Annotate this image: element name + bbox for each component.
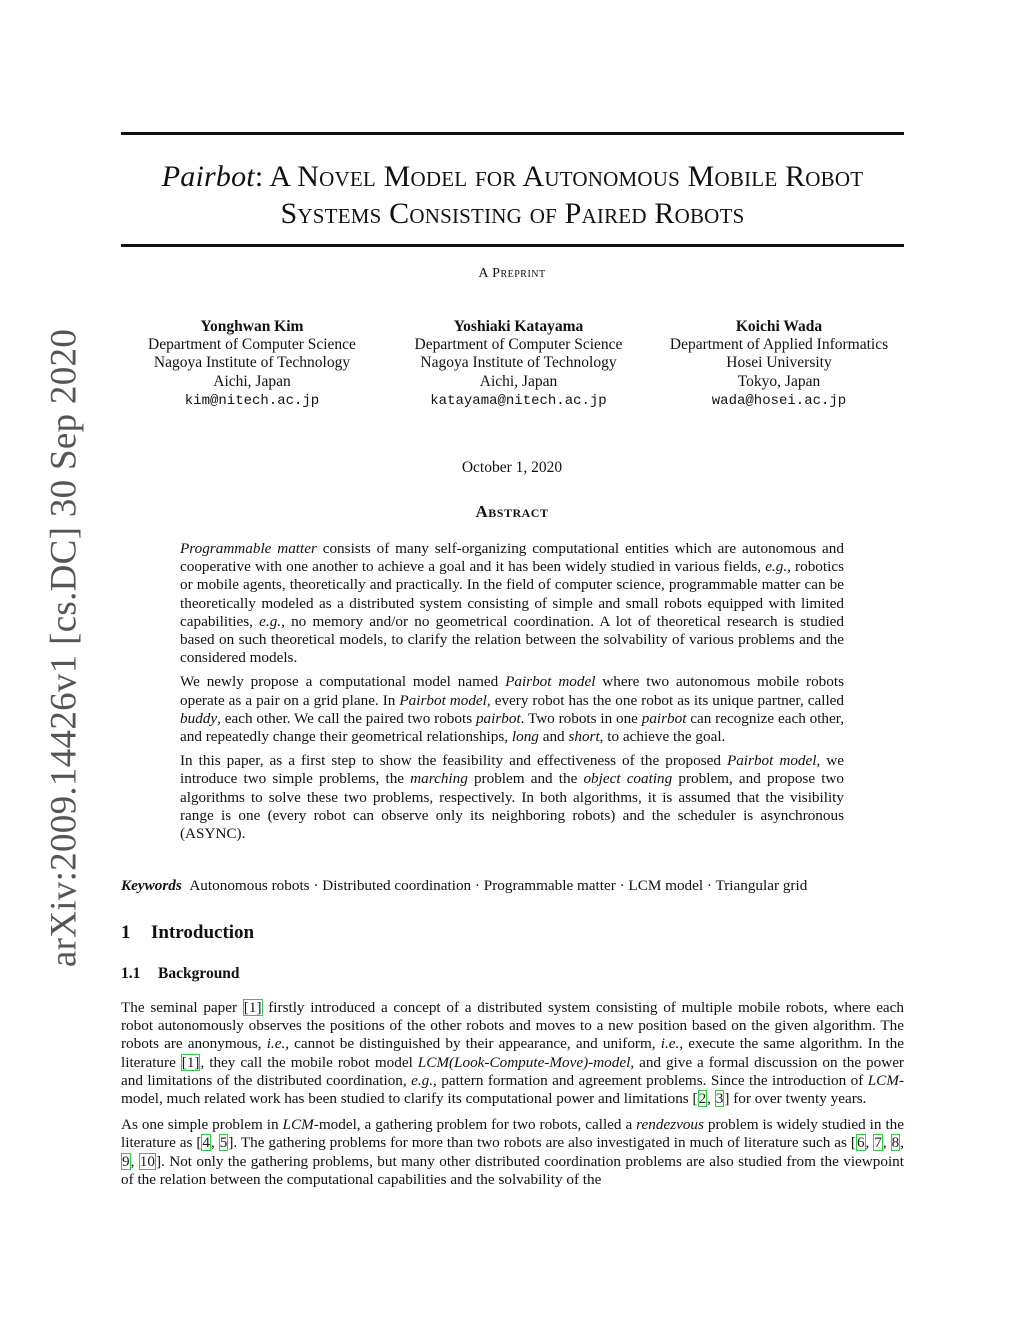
subsection-number: 1.1 (121, 965, 141, 982)
citation-link[interactable]: 4 (202, 1134, 210, 1152)
intro-body (121, 999, 904, 1197)
citation-link[interactable]: 2 (698, 1090, 707, 1108)
subsection-heading (121, 965, 240, 983)
author-email[interactable]: kim@nitech.ac.jp (184, 392, 320, 409)
abstract-paragraph: We newly propose a computational model named Pairbot model where two autonomous mobile robots operate as a pair on a grid plane. In Pairbot model, every robot has the one robot as its unique partner, called buddy, each other. We call the paired two robots pairbot. Two robots in one pairbot can recognize each other, and repeatedly change their geometrical relationships, long and short, to achieve the goal. (180, 673, 845, 746)
author-inst: Nagoya Institute of Technology (153, 354, 351, 372)
subsection-title: Background (158, 965, 240, 982)
citation-link[interactable]: 9 (122, 1152, 130, 1170)
paper-title (121, 158, 904, 232)
title-pairbot: Pairbot (161, 160, 255, 193)
author-loc: Tokyo, Japan (737, 372, 821, 390)
author-name: Koichi Wada (735, 318, 823, 335)
abstract-paragraph: In this paper, as a first step to show the feasibility and effectiveness of the proposed Pairbot model, we introduce two simple problems, the marching problem and the object coating problem, and propose two algorithms to solve these two problems, respectively. In both algorithms, it is assumed that the visibility range is one (every robot can observe only its neighboring robots) and the scheduler is asynchronous (ASYNC). (180, 752, 844, 843)
keywords-label: Keywords (121, 877, 182, 894)
author-2 (399, 318, 639, 410)
title-line-1 (121, 158, 904, 195)
author-block (121, 318, 904, 410)
author-dept: Department of Applied Informatics (669, 336, 889, 354)
intro-paragraph: The seminal paper [1] firstly introduced a concept of a distributed system consisting of multiple mobile robots, where each robot autonomously observes the positions of the other robots and moves to a new position based on the given algorithm. The robots are anonymous, i.e., cannot be distinguished by their appearance, and uniform, i.e., execute the same algorithm. In the literature [1], they call the mobile robot model LCM(Look-Compute-Move)-model, and give a formal discussion on the power and limitations of the distributed coordination, e.g., pattern formation and agreement problems. Since the introduction of LCM-model, much related work has been studied to clarify its computational power and limitations [2, 3] for over twenty years. (121, 999, 905, 1108)
author-loc: Aichi, Japan (213, 372, 291, 390)
paper-date: October 1, 2020 (461, 459, 563, 476)
citation-link[interactable]: 5 (219, 1134, 228, 1152)
author-inst: Nagoya Institute of Technology (420, 354, 617, 372)
title-rule-bottom (121, 244, 904, 247)
title-rest: : A Novel Model for Autonomous Mobile Robot (254, 160, 864, 193)
title-line-2: Systems Consisting of Paired Robots (280, 197, 745, 230)
author-email[interactable]: wada@hosei.ac.jp (711, 392, 847, 409)
citation-link[interactable]: 7 (874, 1134, 882, 1152)
section-title: Introduction (151, 922, 255, 943)
abstract-body (180, 540, 844, 849)
author-loc: Aichi, Japan (479, 372, 558, 390)
citation-link[interactable]: 10 (139, 1152, 155, 1170)
author-email[interactable]: katayama@nitech.ac.jp (430, 392, 607, 409)
citation-link[interactable]: 6 (856, 1134, 865, 1152)
title-rule-top (121, 132, 904, 135)
citation-link[interactable]: [1] (243, 999, 262, 1016)
author-3 (654, 318, 904, 410)
author-name: Yoshiaki Katayama (453, 318, 584, 335)
author-1 (121, 318, 383, 410)
abstract-paragraph: Programmable matter consists of many self-organizing computational entities which are autonomous and cooperative with one another to achieve a goal and it has been widely studied in various fields, e.g., robotics or mobile agents, theoretically and practically. In the field of computer science, programmable matter can be theoretically modeled as a distributed system consisting of simple and small robots equipped with limited capabilities, e.g., no memory and/or no geometrical coordination. A lot of theoretical research is studied based on such theoretical models, to clarify the relation between the solvability of various problems and the considered models. (180, 540, 844, 667)
author-name: Yonghwan Kim (200, 318, 304, 335)
author-dept: Department of Computer Science (414, 336, 623, 354)
author-dept: Department of Computer Science (148, 336, 356, 354)
preprint-label: A Preprint (478, 266, 546, 281)
abstract-heading: Abstract (475, 502, 549, 521)
section-heading (121, 922, 254, 944)
author-inst: Hosei University (726, 354, 832, 372)
arxiv-stamp-text: arXiv:2009.14426v1 [cs.DC] 30 Sep 2020 (43, 328, 85, 968)
citation-link[interactable]: 8 (891, 1134, 900, 1152)
section-number: 1 (121, 922, 131, 943)
citation-link[interactable]: 3 (715, 1090, 724, 1108)
keywords-text: Autonomous robots · Distributed coordination · Programmable matter · LCM model · Triangular grid (189, 877, 808, 894)
intro-paragraph: As one simple problem in LCM-model, a gathering problem for two robots, called a rendezvous problem is widely studied in the literature as [4, 5]. The gathering problems for more than two robots are also investigated in much of literature such as [6, 7, 8, 9, 10]. Not only the gathering problems, but many other distributed coordination problems are also studied from the viewpoint of the relation between the computational capabilities and the solvability of the (121, 1116, 905, 1188)
keywords-line (121, 877, 904, 895)
citation-link[interactable]: [1] (181, 1053, 200, 1071)
